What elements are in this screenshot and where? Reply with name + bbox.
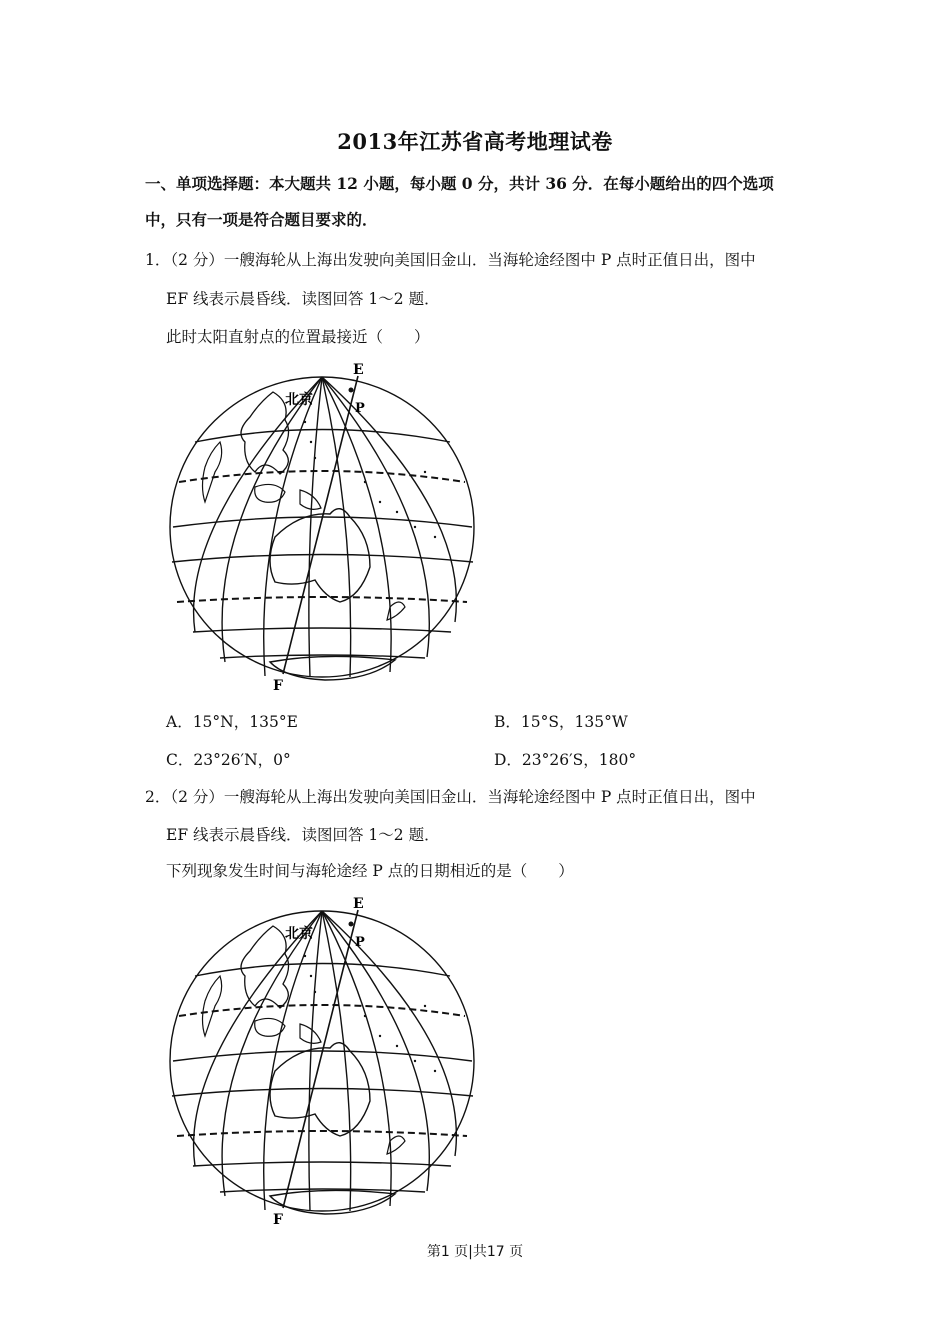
q1-globe-map bbox=[165, 362, 481, 694]
q1-label-e: E bbox=[353, 362, 364, 378]
page-footer: 第1 页|共17 页 bbox=[426, 1244, 524, 1260]
q1-prompt: 此时太阳直射点的位置最接近（ ） bbox=[166, 328, 430, 346]
q1-label-p: P bbox=[355, 401, 365, 416]
section-heading-line1: 一、单项选择题：本大题共 12 小题，每小题 0 分，共计 36 分．在每小题给出的四个选项 bbox=[145, 174, 774, 193]
q2-label-f: F bbox=[273, 1212, 283, 1228]
q1-option-c[interactable]: C．23°26′N，0° bbox=[166, 751, 291, 769]
q2-stem-line1: 2．（2 分）一艘海轮从上海出发驶向美国旧金山．当海轮途经图中 P 点时正值日出，图中 bbox=[145, 788, 756, 806]
q2-prompt: 下列现象发生时间与海轮途经 P 点的日期相近的是（ ） bbox=[166, 862, 574, 880]
q2-stem-line2: EF 线表示晨昏线．读图回答 1～2 题． bbox=[166, 826, 440, 844]
section-heading-line2: 中，只有一项是符合题目要求的． bbox=[145, 210, 378, 229]
page-title: 2013年江苏省高考地理试卷 bbox=[337, 129, 613, 154]
q1-option-a[interactable]: A．15°N，135°E bbox=[166, 713, 298, 731]
q1-label-beijing: 北京 bbox=[285, 392, 313, 408]
q2-globe-map bbox=[165, 896, 481, 1228]
q1-option-b[interactable]: B．15°S，135°W bbox=[494, 713, 628, 731]
q2-label-beijing: 北京 bbox=[285, 926, 313, 942]
q1-stem-line1: 1．（2 分）一艘海轮从上海出发驶向美国旧金山．当海轮途经图中 P 点时正值日出，图中 bbox=[145, 251, 756, 269]
q1-option-d[interactable]: D．23°26′S，180° bbox=[494, 751, 637, 769]
section-heading bbox=[145, 166, 825, 238]
q2-label-p: P bbox=[355, 935, 365, 950]
q1-stem-line2: EF 线表示晨昏线．读图回答 1～2 题． bbox=[166, 290, 440, 308]
q1-label-f: F bbox=[273, 678, 283, 694]
q2-label-e: E bbox=[353, 896, 364, 912]
